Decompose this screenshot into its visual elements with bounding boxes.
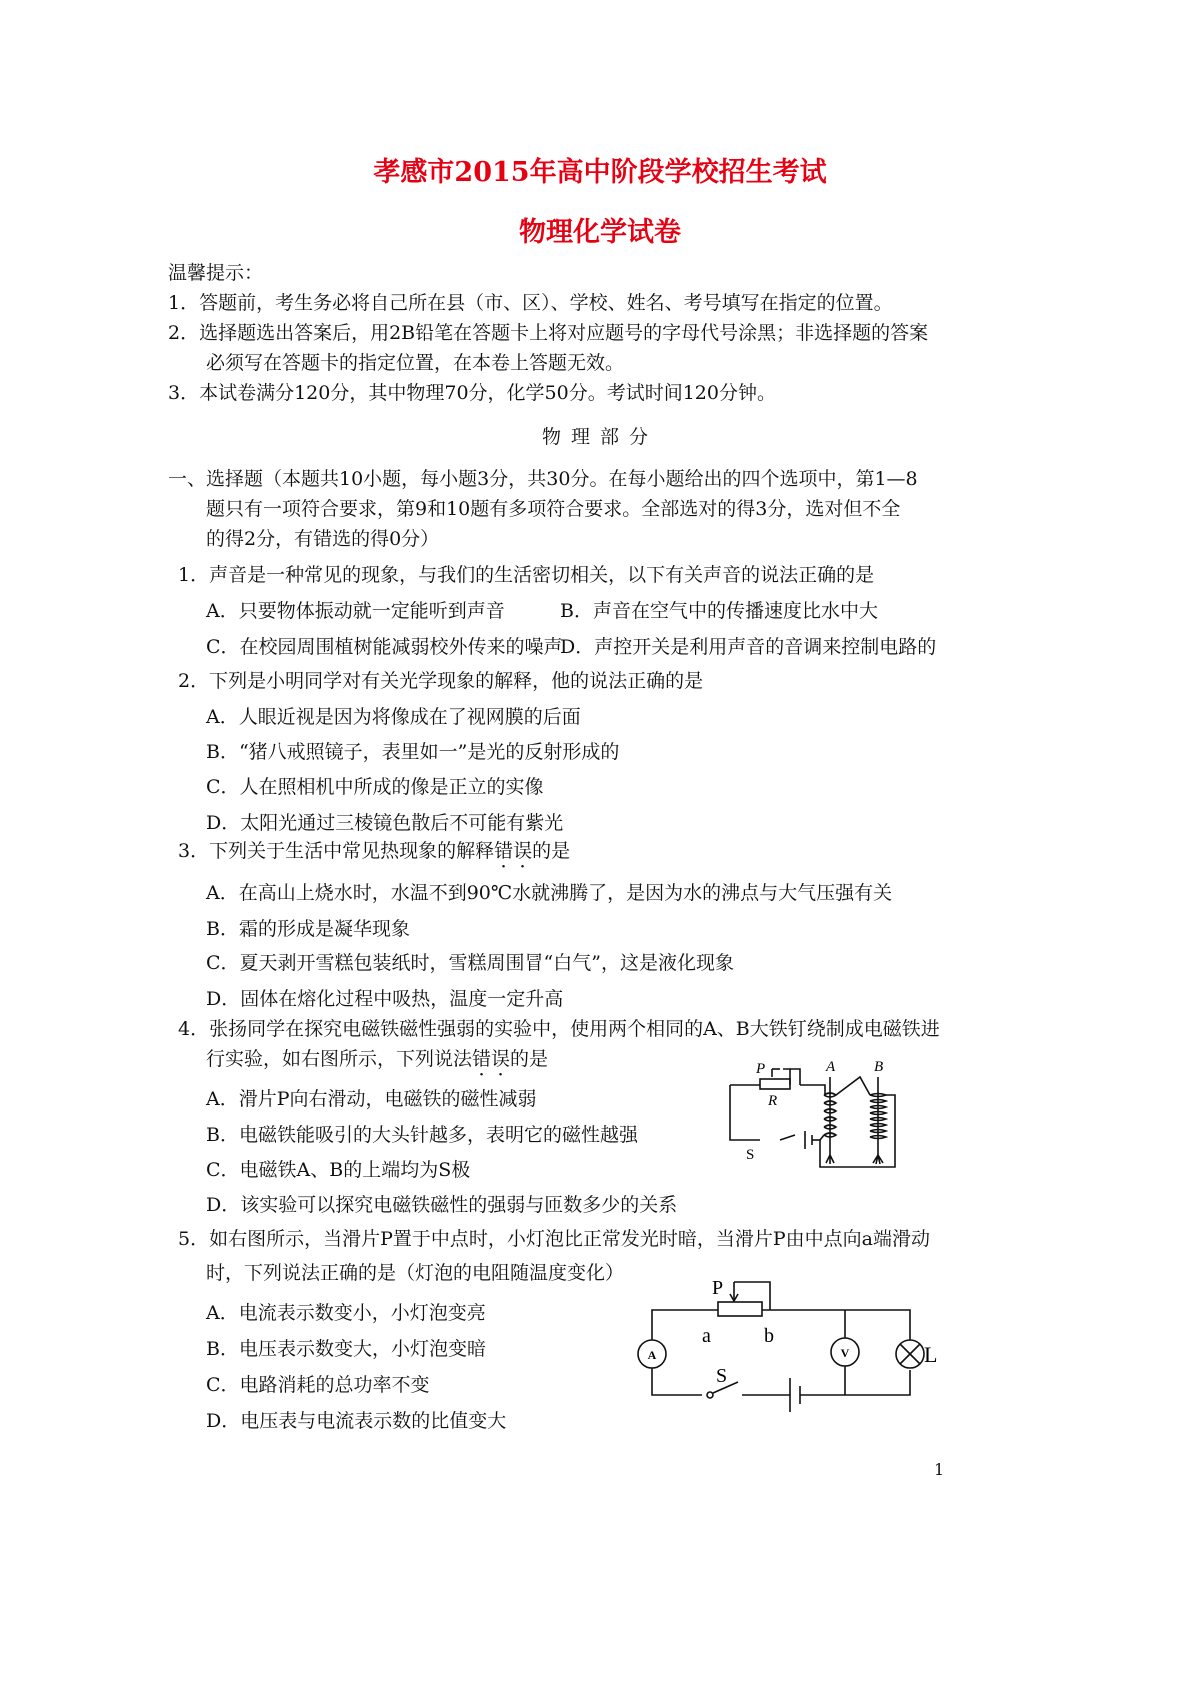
q5-option-c: C．电路消耗的总功率不变 — [206, 1374, 430, 1396]
label-p: P — [712, 1277, 724, 1299]
q3-option-b: B．霜的形成是凝华现象 — [206, 918, 410, 940]
q4-option-a: A．滑片P向右滑动，电磁铁的磁性减弱 — [206, 1088, 537, 1110]
exam-title: 孝感市2015年高中阶段学校招生考试 — [373, 157, 827, 188]
q1-option-a: A．只要物体振动就一定能听到声音 — [206, 600, 505, 622]
q3-stem-emph-1: 错 — [494, 840, 514, 862]
q3-stem-pre: 3．下列关于生活中常见热现象的解释 — [178, 840, 495, 862]
q2-option-c: C．人在照相机中所成的像是正立的实像 — [206, 776, 544, 798]
part1-line-3: 的得2分，有错选的得0分） — [206, 528, 440, 550]
tip-item-2: 2．选择题选出答案后，用2B铅笔在答题卡上将对应题号的字母代号涂黑；非选择题的答案 — [168, 322, 929, 344]
q1-option-b: B．声音在空气中的传播速度比水中大 — [560, 600, 878, 622]
q4-stem-post: 的是 — [510, 1048, 549, 1070]
tip-item-1: 1．答题前，考生务必将自己所在县（市、区）、学校、姓名、考号填写在指定的位置。 — [168, 292, 893, 314]
q3-option-a: A．在高山上烧水时，水温不到90℃水就沸腾了，是因为水的沸点与大气压强有关 — [206, 882, 893, 904]
label-a: A — [826, 1059, 836, 1075]
tip-item-3: 3．本试卷满分120分，其中物理70分，化学50分。考试时间120分钟。 — [168, 382, 776, 404]
tips-heading: 温馨提示： — [168, 262, 264, 284]
q4-circuit-figure — [720, 1055, 920, 1175]
q3-stem — [178, 836, 570, 863]
q5-option-b: B．电压表示数变大，小灯泡变暗 — [206, 1338, 486, 1360]
voltmeter-icon: V — [840, 1346, 850, 1360]
q3-stem-emph-2: 误 — [513, 840, 533, 862]
q2-option-d: D．太阳光通过三棱镜色散后不可能有紫光 — [206, 812, 564, 834]
label-r: R — [768, 1093, 778, 1109]
q1-stem: 1．声音是一种常见的现象，与我们的生活密切相关，以下有关声音的说法正确的是 — [178, 564, 875, 586]
q4-option-b: B．电磁铁能吸引的大头针越多，表明它的磁性越强 — [206, 1124, 638, 1146]
part1-line-2: 题只有一项符合要求，第9和10题有多项符合要求。全部选对的得3分，选对但不全 — [206, 498, 901, 520]
label-p: P — [756, 1061, 766, 1077]
label-lamp: L — [924, 1342, 938, 1367]
q1-option-d: D．声控开关是利用声音的音调来控制电路的 — [560, 636, 937, 658]
rheostat-r — [760, 1079, 790, 1089]
q3-stem-post: 的是 — [532, 840, 571, 862]
part1-line-1: 一、选择题（本题共10小题，每小题3分，共30分。在每小题给出的四个选项中，第1—8 — [168, 468, 918, 490]
q3-option-c: C．夏天剥开雪糕包装纸时，雪糕周围冒“白气”，这是液化现象 — [206, 952, 734, 974]
q4-stem-1: 4．张扬同学在探究电磁铁磁性强弱的实验中，使用两个相同的A、B大铁钉绕制成电磁铁进 — [178, 1018, 940, 1040]
q1-option-c: C．在校园周围植树能减弱校外传来的噪声 — [206, 636, 563, 658]
q4-option-d: D．该实验可以探究电磁铁磁性的强弱与匝数多少的关系 — [206, 1194, 678, 1216]
label-s: S — [746, 1147, 755, 1163]
q2-option-b: B．“猪八戒照镜子，表里如一”是光的反射形成的 — [206, 741, 620, 763]
q5-stem-1: 5．如右图所示，当滑片P置于中点时，小灯泡比正常发光时暗，当滑片P由中点向a端滑动 — [178, 1228, 930, 1250]
q2-option-a: A．人眼近视是因为将像成在了视网膜的后面 — [206, 706, 581, 728]
q4-stem-pre: 行实验，如右图所示，下列说法 — [206, 1048, 473, 1070]
q5-stem-2: 时，下列说法正确的是（灯泡的电阻随温度变化） — [206, 1262, 625, 1284]
q2-stem: 2．下列是小明同学对有关光学现象的解释，他的说法正确的是 — [178, 670, 704, 692]
q5-option-d: D．电压表与电流表示数的比值变大 — [206, 1410, 507, 1432]
q4-stem-emph-1: 错 — [472, 1048, 492, 1070]
q4-option-c: C．电磁铁A、B的上端均为S极 — [206, 1159, 471, 1181]
exam-subtitle: 物理化学试卷 — [519, 217, 681, 248]
q5-option-a: A．电流表示数变小，小灯泡变亮 — [206, 1302, 486, 1324]
label-switch: S — [716, 1365, 728, 1387]
ammeter-icon: A — [647, 1348, 657, 1362]
section-title-physics: 物理部分 — [541, 426, 658, 448]
q5-circuit-figure — [630, 1270, 950, 1430]
label-b: B — [874, 1059, 884, 1075]
q4-stem-2 — [206, 1044, 548, 1071]
q3-option-d: D．固体在熔化过程中吸热，温度一定升高 — [206, 988, 564, 1010]
tip-item-2-cont: 必须写在答题卡的指定位置，在本卷上答题无效。 — [206, 352, 625, 374]
label-b-end: b — [764, 1325, 774, 1347]
page-number: 1 — [934, 1460, 945, 1479]
q4-stem-emph-2: 误 — [491, 1048, 511, 1070]
label-a-end: a — [702, 1325, 711, 1347]
